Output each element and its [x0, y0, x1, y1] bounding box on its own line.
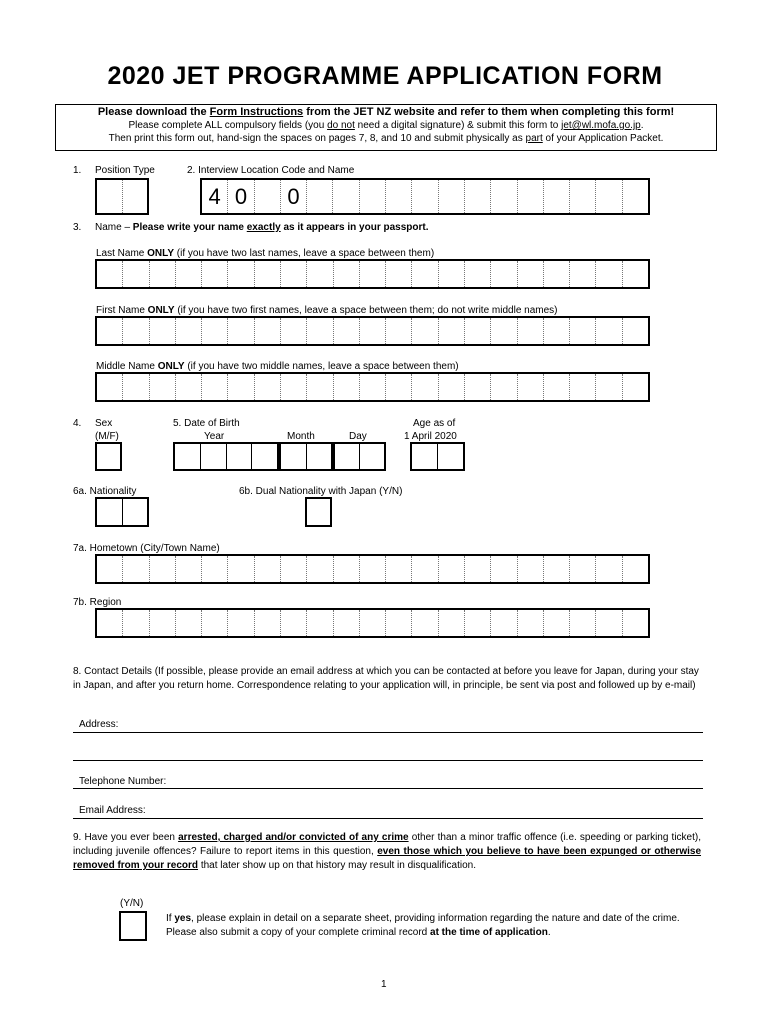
dob-year-field[interactable] [173, 442, 279, 471]
letter-cell[interactable] [202, 556, 228, 582]
hometown-label: 7a. Hometown (City/Town Name) [73, 543, 220, 554]
letter-cell[interactable] [228, 610, 254, 636]
letter-cell[interactable] [176, 318, 202, 344]
page-number: 1 [381, 979, 387, 990]
letter-cell[interactable] [518, 261, 544, 287]
letter-cell[interactable] [255, 556, 281, 582]
letter-cell[interactable] [412, 318, 438, 344]
letter-cell[interactable] [228, 374, 254, 400]
letter-cell[interactable] [544, 610, 570, 636]
q4-number: 4. [73, 418, 82, 429]
letter-cell[interactable] [202, 318, 228, 344]
letter-cell[interactable] [123, 261, 149, 287]
age-field[interactable] [410, 442, 465, 471]
letter-cell[interactable] [386, 374, 412, 400]
form-title: 2020 JET PROGRAMME APPLICATION FORM [107, 62, 663, 90]
letter-cell[interactable] [281, 556, 307, 582]
letter-cell[interactable] [307, 556, 333, 582]
letter-cell[interactable] [386, 610, 412, 636]
letter-cell[interactable] [97, 318, 123, 344]
letter-cell[interactable] [465, 318, 491, 344]
letter-cell[interactable] [465, 556, 491, 582]
nationality-label: 6a. Nationality [73, 486, 137, 497]
first-name-label: First Name ONLY (if you have two first names, leave a space between them; do not write middle names) [96, 305, 558, 316]
position-type-label: Position Type [95, 165, 155, 176]
criminal-record-explanation: If yes, please explain in detail on a separate sheet, providing information regarding the nature and date of the crime. Please also submit a copy of your complete criminal record at the time of application. [166, 913, 680, 938]
letter-cell[interactable] [150, 318, 176, 344]
letter-cell[interactable] [150, 261, 176, 287]
dob-year-label: Year [204, 431, 225, 442]
letter-cell[interactable] [202, 374, 228, 400]
telephone-label: Telephone Number: [79, 776, 167, 787]
letter-cell[interactable] [544, 556, 570, 582]
letter-cell[interactable] [412, 556, 438, 582]
age-date-label: 1 April 2020 [404, 431, 457, 442]
letter-cell[interactable] [281, 261, 307, 287]
middle-name-label: Middle Name ONLY (if you have two middle names, leave a space between them) [96, 361, 459, 372]
sex-sub-label: (M/F) [95, 431, 119, 442]
letter-cell[interactable] [228, 318, 254, 344]
letter-cell[interactable] [97, 374, 123, 400]
letter-cell[interactable] [465, 374, 491, 400]
dob-label: 5. Date of Birth [173, 418, 240, 429]
letter-cell[interactable] [202, 610, 228, 636]
letter-cell[interactable] [412, 610, 438, 636]
letter-cell[interactable] [255, 261, 281, 287]
letter-cell[interactable] [150, 374, 176, 400]
letter-cell[interactable] [334, 261, 360, 287]
contact-details-text: 8. Contact Details (If possible, please provide an email address at which you can be contacted at before you leave for Japan, during your stay in Japan, and after you return home. Correspondence relating to your application will, in principle, be sent via post and followed up by e-mail) [73, 666, 699, 691]
letter-cell[interactable] [412, 261, 438, 287]
letter-cell[interactable] [97, 610, 123, 636]
letter-cell[interactable] [491, 261, 517, 287]
letter-cell[interactable] [360, 374, 386, 400]
letter-cell[interactable] [491, 318, 517, 344]
letter-cell[interactable] [596, 261, 622, 287]
letter-cell[interactable] [334, 610, 360, 636]
letter-cell[interactable] [570, 556, 596, 582]
letter-cell[interactable] [386, 556, 412, 582]
letter-cell[interactable] [623, 261, 648, 287]
submit-email-link[interactable]: jet@wl.mofa.go.jp [561, 120, 641, 131]
interview-location-label: 2. Interview Location Code and Name [187, 165, 355, 176]
dob-day-field[interactable] [333, 442, 386, 471]
letter-cell[interactable] [176, 556, 202, 582]
letter-cell[interactable] [123, 556, 149, 582]
letter-cell[interactable] [123, 374, 149, 400]
letter-cell[interactable] [439, 261, 465, 287]
letter-cell[interactable] [491, 556, 517, 582]
letter-cell[interactable] [623, 318, 648, 344]
letter-cell[interactable] [307, 261, 333, 287]
letter-cell[interactable] [412, 374, 438, 400]
last-name-label: Last Name ONLY (if you have two last names, leave a space between them) [96, 248, 435, 259]
dual-nationality-field[interactable] [305, 497, 332, 527]
letter-cell[interactable] [465, 610, 491, 636]
letter-cell[interactable] [150, 610, 176, 636]
dual-nationality-label: 6b. Dual Nationality with Japan (Y/N) [239, 486, 403, 497]
letter-cell[interactable] [281, 374, 307, 400]
letter-cell[interactable] [334, 318, 360, 344]
email-label: Email Address: [79, 805, 146, 816]
dob-month-field[interactable] [279, 442, 333, 471]
letter-cell[interactable] [439, 318, 465, 344]
letter-cell[interactable] [596, 610, 622, 636]
letter-cell[interactable] [518, 374, 544, 400]
telephone-line[interactable] [73, 788, 703, 789]
letter-cell[interactable] [228, 261, 254, 287]
letter-cell[interactable] [97, 556, 123, 582]
address-line-2[interactable] [73, 760, 703, 761]
letter-cell[interactable] [544, 261, 570, 287]
letter-cell[interactable] [150, 556, 176, 582]
letter-cell[interactable] [570, 374, 596, 400]
sex-label: Sex [95, 418, 113, 429]
first-name-field[interactable] [95, 316, 650, 346]
letter-cell[interactable] [518, 318, 544, 344]
yn-label: (Y/N) [120, 898, 144, 909]
address-line-1[interactable] [73, 732, 703, 733]
letter-cell[interactable] [97, 261, 123, 287]
q1-number: 1. [73, 165, 82, 176]
letter-cell[interactable] [491, 374, 517, 400]
letter-cell[interactable] [570, 318, 596, 344]
instructions-notice: Please download the Form Instructions from the JET NZ website and refer to them when completing this form! Please complete ALL compulsory fields (you do not need a digital signature) & submit this form to jet@wl.mofa.go.jp. Then print this form out, hand-sign the spaces on pages 7, 8, and 10 and submit physically as part of your Application Packet. [55, 104, 717, 151]
form-instructions-link[interactable]: Form Instructions [209, 106, 304, 118]
letter-cell[interactable] [386, 261, 412, 287]
letter-cell[interactable] [281, 610, 307, 636]
letter-cell[interactable] [596, 556, 622, 582]
sex-field[interactable] [95, 442, 122, 471]
letter-cell[interactable] [439, 610, 465, 636]
middle-name-field[interactable] [95, 372, 650, 402]
interview-location-field[interactable]: 4 0 0 [200, 178, 650, 215]
letter-cell[interactable] [491, 610, 517, 636]
letter-cell[interactable] [123, 318, 149, 344]
letter-cell[interactable] [623, 610, 648, 636]
letter-cell[interactable] [307, 374, 333, 400]
letter-cell[interactable] [518, 610, 544, 636]
letter-cell[interactable] [544, 374, 570, 400]
letter-cell[interactable] [518, 556, 544, 582]
letter-cell[interactable] [307, 610, 333, 636]
nationality-field[interactable] [95, 497, 149, 527]
letter-cell[interactable] [570, 261, 596, 287]
letter-cell[interactable] [123, 610, 149, 636]
region-field[interactable] [95, 608, 650, 638]
letter-cell[interactable] [176, 261, 202, 287]
letter-cell[interactable] [623, 556, 648, 582]
criminal-record-question: 9. Have you ever been arrested, charged and/or convicted of any crime other than a minor traffic offence (i.e. speeding or parking ticket), including juvenile offences? Failure to report items in this question, even those which you believe to have been expunged or otherwise removed from your record that later show up on that history may result in disqualification. [73, 832, 702, 871]
letter-cell[interactable] [386, 318, 412, 344]
letter-cell[interactable] [307, 318, 333, 344]
letter-cell[interactable] [176, 610, 202, 636]
letter-cell[interactable] [570, 610, 596, 636]
last-name-field[interactable] [95, 259, 650, 289]
letter-cell[interactable] [360, 610, 386, 636]
hometown-field[interactable] [95, 554, 650, 584]
criminal-record-field[interactable] [119, 911, 147, 941]
position-type-field[interactable] [95, 178, 149, 215]
letter-cell[interactable] [228, 556, 254, 582]
letter-cell[interactable] [255, 610, 281, 636]
letter-cell[interactable] [465, 261, 491, 287]
dob-day-label: Day [349, 431, 367, 442]
letter-cell[interactable] [439, 374, 465, 400]
email-line[interactable] [73, 818, 703, 819]
q3-number: 3. [73, 222, 82, 233]
letter-cell[interactable] [360, 556, 386, 582]
letter-cell[interactable] [176, 374, 202, 400]
letter-cell[interactable] [544, 318, 570, 344]
letter-cell[interactable] [202, 261, 228, 287]
letter-cell[interactable] [596, 374, 622, 400]
dob-month-label: Month [287, 431, 315, 442]
address-label: Address: [79, 719, 119, 730]
letter-cell[interactable] [255, 374, 281, 400]
letter-cell[interactable] [360, 318, 386, 344]
letter-cell[interactable] [281, 318, 307, 344]
name-instruction: Name – Please write your name exactly as it appears in your passport. [95, 222, 429, 233]
letter-cell[interactable] [255, 318, 281, 344]
age-label: Age as of [413, 418, 456, 429]
letter-cell[interactable] [596, 318, 622, 344]
letter-cell[interactable] [360, 261, 386, 287]
region-label: 7b. Region [73, 597, 122, 608]
letter-cell[interactable] [334, 374, 360, 400]
letter-cell[interactable] [439, 556, 465, 582]
letter-cell[interactable] [623, 374, 648, 400]
letter-cell[interactable] [334, 556, 360, 582]
